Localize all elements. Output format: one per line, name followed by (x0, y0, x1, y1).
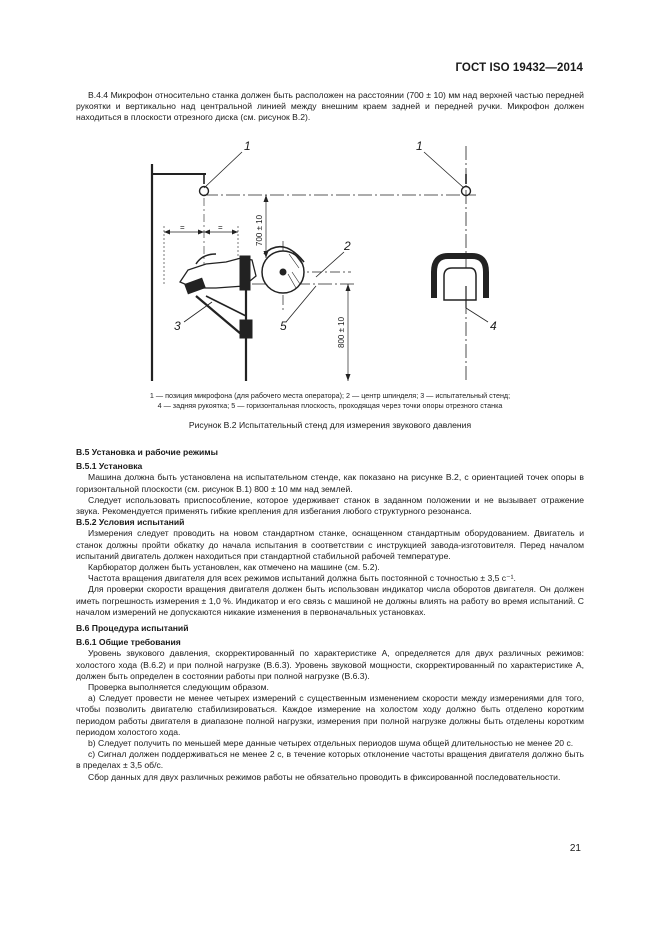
b52-paragraph-1: Измерения следует проводить на новом стандартном станке, оснащенном стандартным оборудованием. Двигатель и станок должны пройти обкатку до начала испытания в соответствии с инструкцией завода-изготовителя. Перед началом испытаний двигатель должен находиться при стандартной стабильной рабочей температуре. (76, 528, 584, 561)
intro-paragraph (76, 90, 584, 124)
stand-clamp (240, 320, 252, 338)
legend-line-1: 1 — позиция микрофона (для рабочего места оператора); 2 — центр шпинделя; 3 — испытательный стенд; (149, 391, 511, 400)
intro-text: В.4.4 Микрофон относительно станка должен быть расположен на расстоянии (700 ± 10) мм над верхней частью передней рукоятки и вертикально над центральной линией между внешним краем задней и передней ручки. Микрофон должен находиться в плоскости отрезного диска (см. рисунок В.2). (76, 90, 584, 123)
equal-mark-right: = (218, 223, 223, 232)
section-b52-title: В.5.2 Условия испытаний (76, 517, 185, 528)
figure-caption: Рисунок В.2 Испытательный стенд для измерения звукового давления (188, 420, 472, 430)
b52-paragraph-3: Частота вращения двигателя для всех режимов испытаний должна быть постоянной с точностью ± 3,5 с⁻¹. (88, 573, 516, 584)
figure-label-2: 2 (344, 239, 351, 253)
equal-mark-left: = (180, 223, 185, 232)
figure-legend (76, 391, 584, 411)
dimension-800: 800 ± 10 (337, 316, 346, 348)
b61-item-c: c) Сигнал должен поддерживаться не менее 2 с, в течение которых отклонение частоты вращения двигателя должно быть в пределах ± 3,5 об/с. (76, 749, 584, 771)
section-b61-title: В.6.1 Общие требования (76, 637, 181, 648)
b52-paragraph-2: Карбюратор должен быть установлен, как отмечено на машине (см. 5.2). (88, 562, 380, 573)
figure-label-4: 4 (490, 319, 497, 333)
dimension-700: 700 ± 10 (255, 214, 264, 246)
b52-paragraph-4: Для проверки скорости вращения двигателя должен быть использован индикатор числа оборотов двигателя. Он должен иметь погрешность измерения ± 1,0 %. Индикатор и его связь с машиной не должны влиять на работу во время испытаний. С началом измерений не допускаются никакие изменения в первоначальных установках. (76, 584, 584, 617)
test-stand-figure (76, 136, 584, 386)
b61-paragraph-1: Уровень звукового давления, скорректированный по характеристике А, определяется для двух различных режимов: холостого хода (В.6.2) и при полной нагрузке (В.6.3). Уровень звуковой мощности, скорректированный по характеристике А, должен быть определен в состоянии работы при полной нагрузке (В.6.3). (76, 648, 584, 681)
section-b5-title: В.5 Установка и рабочие режимы (76, 447, 218, 457)
section-b6-title: В.6 Процедура испытаний (76, 623, 189, 634)
b61-paragraph-3: Сбор данных для двух различных режимов работы не обязательно проводить в фиксированной последовательности. (88, 771, 561, 782)
page-number: 21 (569, 843, 581, 854)
document-header: ГОСТ ISO 19432—2014 (455, 62, 583, 74)
section-b51-title: В.5.1 Установка (76, 461, 143, 472)
figure-label-3: 3 (174, 319, 181, 333)
b51-paragraph-2: Следует использовать приспособление, которое удерживает станок в заданном положении и не вызывает отражение звука. Рекомендуется применять гибкие крепления для избегания любого структурного резонанса. (76, 494, 584, 517)
b51-paragraph-1: Машина должна быть установлена на испытательном стенде, как показано на рисунке В.2, с ориентацией точек опоры в горизонтальной плоскости (см. рисунок В.1) 800 ± 10 мм над землей. (76, 472, 584, 494)
figure-label-1-right: 1 (416, 139, 423, 153)
front-handle-grip (240, 256, 250, 290)
figure-label-5: 5 (280, 319, 287, 333)
legend-line-2: 4 — задняя рукоятка; 5 — горизонтальная плоскость, проходящая через точки опоры отрезного станка (157, 401, 503, 410)
b61-item-a: а) Следует провести не менее четырех измерений с существенным изменением скорости между измерениями для того, чтобы позволить двигателю стабилизироваться. Каждое измерение на холостом ходу должно быть отделено коротким периодом работы двигателя в диапазоне полной нагрузки, измерения при полной нагрузке должны быть отделены коротким периодом холостого хода. (76, 693, 584, 737)
b61-paragraph-2: Проверка выполняется следующим образом. (88, 682, 269, 693)
b61-item-b: b) Следует получить по меньшей мере данные четырех отдельных периодов шума общей длительностью не менее 20 с. (88, 738, 574, 749)
main-text (76, 447, 584, 783)
figure-label-1-left: 1 (244, 139, 251, 153)
